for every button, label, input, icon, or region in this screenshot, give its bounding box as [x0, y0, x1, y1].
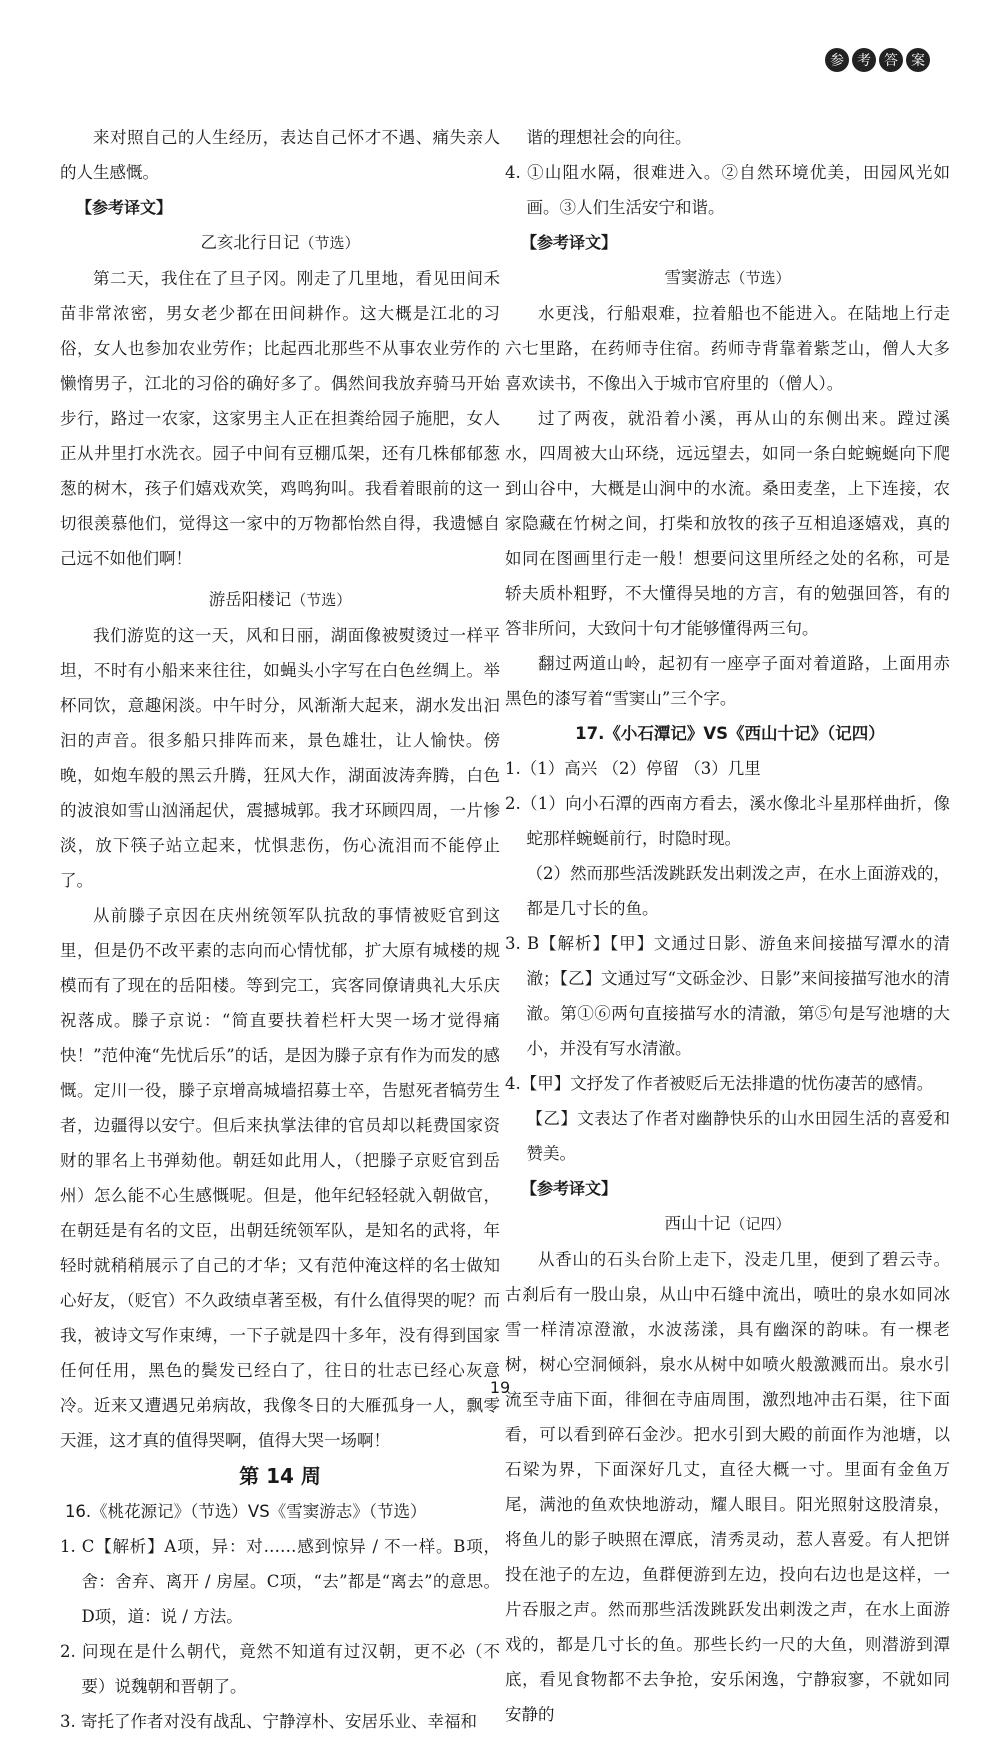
section-title-sub: （记四） — [730, 1215, 791, 1233]
badge-char-1: 参 — [825, 48, 849, 72]
answer-item: 2. 问现在是什么朝代，竟然不知道有过汉朝，更不必（不要）说魏朝和晋朝了。 — [60, 1642, 500, 1696]
left-column — [60, 120, 500, 1739]
section-title — [60, 582, 500, 618]
badge-char-4: 案 — [906, 48, 930, 72]
paragraph: 翻过两道山岭，起初有一座亭子面对着道路，上面用赤黑色的漆写着“雪窦山”三个字。 — [505, 654, 950, 708]
answer-item: 4. ①山阻水隔，很难进入。②自然环境优美，田园风光如画。③人们生活安宁和谐。 — [505, 163, 950, 217]
paragraph: 从香山的石头台阶上走下，没走几里，便到了碧云寺。古刹后有一股山泉，从山中石缝中流出，喷吐的泉水如同冰雪一样清凉澄澈，水波荡漾，具有幽深的韵味。有一棵老树，树心空洞倾斜，泉水从树中如喷火般激溅而出。泉水引流至寺庙下面，徘徊在寺庙周围，激烈地冲击石渠，往下面看，可以看到碎石金沙。把水引到大殿的前面作为池塘，以石梁为界，下面深好几丈，直径大概一寸。里面有金鱼万尾，满池的鱼欢快地游动，耀人眼目。阳光照射这股清泉，将鱼儿的影子映照在潭底，清秀灵动，惹人喜爱。有人把饼投在池子的左边，鱼群便游到左边，投向右边也是这样，一片吞服之声。然而那些活泼跳跃发出刺泼之声，在水上面游戏的，都是几寸长的鱼。那些长约一尺的大鱼，则潜游到潭底，看见食物都不去争抢，安乐闲逸，宁静寂寥，不就如同安静的 — [505, 1250, 950, 1724]
lesson-title: 16.《桃花源记》（节选）VS《雪窦游志》（节选） — [64, 1502, 427, 1521]
right-column — [505, 120, 950, 1732]
badge-char-2: 考 — [852, 48, 876, 72]
section-title-name: 雪窦游志 — [664, 268, 731, 287]
lesson-title: 17.《小石潭记》VS《西山十记》（记四） — [575, 724, 885, 743]
paragraph: 我们游览的这一天，风和日丽，湖面像被熨烫过一样平坦，不时有小船来来往往，如蝇头小字写在白色丝绸上。举杯同饮，意趣闲淡。中午时分，风渐渐大起来，湖水发出汩汩的声音。很多船只排阵而来，景色雄壮，让人愉快。傍晚，如炮车般的黑云升腾，狂风大作，湖面波涛奔腾，白色的波浪如雪山汹涌起伏，震撼城郭。我才环顾四周，一片惨淡，放下筷子站立起来，忧惧悲伤，伤心流泪而不能停止了。 — [60, 626, 500, 890]
reference-translation-label: 【参考译文】 — [76, 198, 173, 217]
paragraph: 过了两夜，就沿着小溪，再从山的东侧出来。蹚过溪水，四周被大山环绕，远远望去，如同一条白蛇蜿蜒向下爬到山谷中，大概是山涧中的水流。桑田麦垄，上下连接，农家隐藏在竹树之间，打柴和放牧的孩子互相追逐嬉戏，真的如同在图画里行走一般！想要问这里所经之处的名称，可是轿夫质朴粗野，不大懂得吴地的方言，有的勉强回答，有的答非所问，大致问十句才能够懂得两三句。 — [505, 409, 950, 638]
answer-item: 1.（1）高兴 （2）停留 （3）几里 — [505, 759, 761, 778]
section-title — [60, 225, 500, 261]
answer-item: 1. C【解析】A项，异：对……感到惊异 / 不一样。B项，舍：舍弃、离开 / 房屋。C项，“去”都是“离去”的意思。D项，道：说 / 方法。 — [60, 1537, 500, 1626]
answer-item: 4.【甲】文抒发了作者被贬后无法排遣的忧伤凄苦的感情。 — [505, 1074, 934, 1093]
answer-item: 3. B【解析】【甲】文通过日影、游鱼来间接描写潭水的清澈；【乙】文通过写“文砾金沙、日影”来间接描写池水的清澈。第①⑥两句直接描写水的清澈，第⑤句是写池塘的大小，并没有写水清澈。 — [505, 934, 950, 1058]
answer-item: 3. 寄托了作者对没有战乱、宁静淳朴、安居乐业、幸福和 — [60, 1712, 477, 1731]
reference-translation-label: 【参考译文】 — [521, 233, 618, 252]
answer-item: 2.（1）向小石潭的西南方看去，溪水像北斗星那样曲折，像蛇那样蜿蜒前行，时隐时现。 — [505, 794, 950, 848]
week-heading: 第 14 周 — [239, 1464, 321, 1488]
reference-translation-label: 【参考译文】 — [521, 1179, 618, 1198]
answer-continuation: 谐的理想社会的向往。 — [526, 128, 692, 147]
answer-item: （2）然而那些活泼跳跃发出刺泼之声，在水上面游戏的，都是几寸长的鱼。 — [526, 864, 950, 918]
page-number: 19 — [489, 1378, 511, 1397]
section-title-sub: （节选） — [291, 591, 352, 609]
section-title-sub: （节选） — [730, 269, 791, 287]
section-title — [505, 260, 950, 296]
section-title — [505, 1206, 950, 1242]
paragraph: 第二天，我住在了旦子冈。刚走了几里地，看见田间禾苗非常浓密，男女老少都在田间耕作。这大概是江北的习俗，女人也参加农业劳作；比起西北那些不从事农业劳作的懒惰男子，江北的习俗的确好多了。偶然间我放弃骑马开始步行，路过一农家，这家男主人正在担粪给园子施肥，女人正从井里打水洗衣。园子中间有豆棚瓜架，还有几株郁郁葱葱的树木，孩子们嬉戏欢笑，鸡鸣狗叫。我看着眼前的这一切很羡慕他们，觉得这一家中的万物都怡然自得，我遗憾自己远不如他们啊！ — [60, 269, 500, 568]
intro-text: 来对照自己的人生经历，表达自己怀才不遇、痛失亲人的人生感慨。 — [60, 128, 500, 182]
paragraph: 从前滕子京因在庆州统领军队抗敌的事情被贬官到这里，但是仍不改平素的志向而心情忧郁，扩大原有城楼的规模而有了现在的岳阳楼。等到完工，宾客同僚请典礼大乐庆祝落成。滕子京说：“简直要扶着栏杆大哭一场才觉得痛快！”范仲淹“先忧后乐”的话，是因为滕子京有作为而发的感慨。定川一役，滕子京增高城墙招募士卒，告慰死者犒劳生者，边疆得以安宁。但后来执掌法律的官员却以耗费国家资财的罪名上书弹劾他。朝廷如此用人，（把滕子京贬官到岳州）怎么能不心生感慨呢。但是，他年纪轻轻就入朝做官，在朝廷是有名的文臣，出朝廷统领军队，是知名的武将，年轻时就稍稍展示了自己的才华；又有范仲淹这样的名士做知心好友，（贬官）不久政绩卓著至极，有什么值得哭的呢？而我，被诗文写作束缚，一下子就是四十多年，没有得到国家任何任用，黑色的鬓发已经白了，往日的壮志已经心灰意冷。近来又遭遇兄弟病故，我像冬日的大雁孤身一人，飘零天涯，这才真的值得哭啊，值得大哭一场啊！ — [60, 906, 500, 1450]
section-title-name: 乙亥北行日记 — [200, 233, 300, 252]
section-title-sub: （节选） — [299, 234, 360, 252]
paragraph: 水更浅，行船艰难，拉着船也不能进入。在陆地上行走六七里路，在药师寺住宿。药师寺背靠着紫芝山，僧人大多喜欢读书，不像出入于城市官府里的（僧人）。 — [505, 304, 950, 393]
answer-key-badge — [825, 48, 930, 72]
badge-char-3: 答 — [879, 48, 903, 72]
section-title-name: 西山十记 — [664, 1214, 731, 1233]
answer-item: 【乙】文表达了作者对幽静快乐的山水田园生活的喜爱和赞美。 — [526, 1109, 950, 1163]
section-title-name: 游岳阳楼记 — [208, 590, 292, 609]
